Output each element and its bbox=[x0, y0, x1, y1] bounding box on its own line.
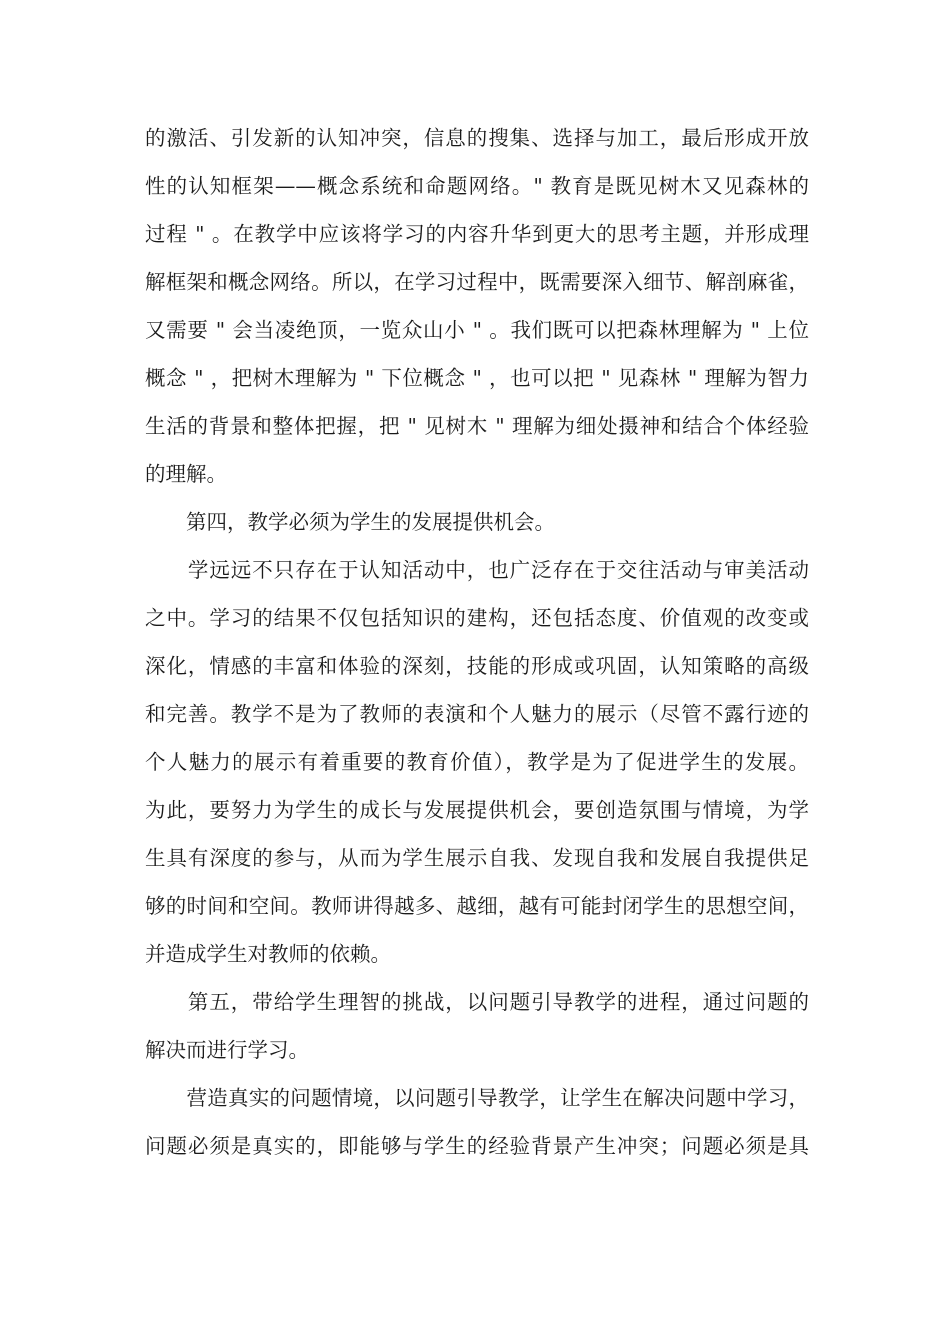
text-line: 性的认知框架——概念系统和命题网络。" 教育是既见树木又见森林的 bbox=[145, 174, 809, 198]
text-line: 第四，教学必须为学生的发展提供机会。 bbox=[145, 510, 555, 534]
text-line: 并造成学生对教师的依赖。 bbox=[145, 942, 391, 966]
paragraph bbox=[145, 982, 809, 1078]
text-line: 第五，带给学生理智的挑战，以问题引导教学的进程，通过问题的 bbox=[145, 990, 809, 1014]
text-line: 过程 " 。在教学中应该将学习的内容升华到更大的思考主题，并形成理 bbox=[145, 222, 809, 246]
text-line: 解框架和概念网络。所以，在学习过程中，既需要深入细节、解剖麻雀， bbox=[145, 270, 809, 294]
text-line: 学远远不只存在于认知活动中，也广泛存在于交往活动与审美活动 bbox=[145, 558, 809, 582]
text-line: 为此，要努力为学生的成长与发展提供机会，要创造氛围与情境，为学 bbox=[145, 798, 809, 822]
text-line: 个人魅力的展示有着重要的教育价值），教学是为了促进学生的发展。 bbox=[145, 750, 809, 774]
text-line: 又需要 " 会当凌绝顶，一览众山小 " 。我们既可以把森林理解为 " 上位 bbox=[145, 318, 809, 342]
text-line: 之中。学习的结果不仅包括知识的建构，还包括态度、价值观的改变或 bbox=[145, 606, 809, 630]
text-line: 生活的背景和整体把握，把 " 见树木 " 理解为细处摄神和结合个体经验 bbox=[145, 414, 809, 438]
text-line: 够的时间和空间。教师讲得越多、越细，越有可能封闭学生的思想空间， bbox=[145, 894, 809, 918]
text-line: 问题必须是真实的，即能够与学生的经验背景产生冲突；问题必须是具 bbox=[145, 1134, 809, 1158]
text-line: 解决而进行学习。 bbox=[145, 1038, 309, 1062]
text-line: 的激活、引发新的认知冲突，信息的搜集、选择与加工，最后形成开放 bbox=[145, 126, 809, 150]
text-line: 营造真实的问题情境，以问题引导教学，让学生在解决问题中学习， bbox=[145, 1086, 809, 1110]
paragraph bbox=[145, 550, 809, 982]
paragraph bbox=[145, 502, 809, 550]
paragraph bbox=[145, 1078, 809, 1174]
paragraph bbox=[145, 118, 809, 502]
text-line: 生具有深度的参与，从而为学生展示自我、发现自我和发展自我提供足 bbox=[145, 846, 809, 870]
text-line: 深化，情感的丰富和体验的深刻，技能的形成或巩固，认知策略的高级 bbox=[145, 654, 809, 678]
text-line: 的理解。 bbox=[145, 462, 227, 486]
body-text bbox=[145, 118, 809, 1174]
text-line: 和完善。教学不是为了教师的表演和个人魅力的展示（尽管不露行迹的 bbox=[145, 702, 809, 726]
text-line: 概念 " ，把树木理解为 " 下位概念 " ，也可以把 " 见森林 " 理解为智力 bbox=[145, 366, 809, 390]
